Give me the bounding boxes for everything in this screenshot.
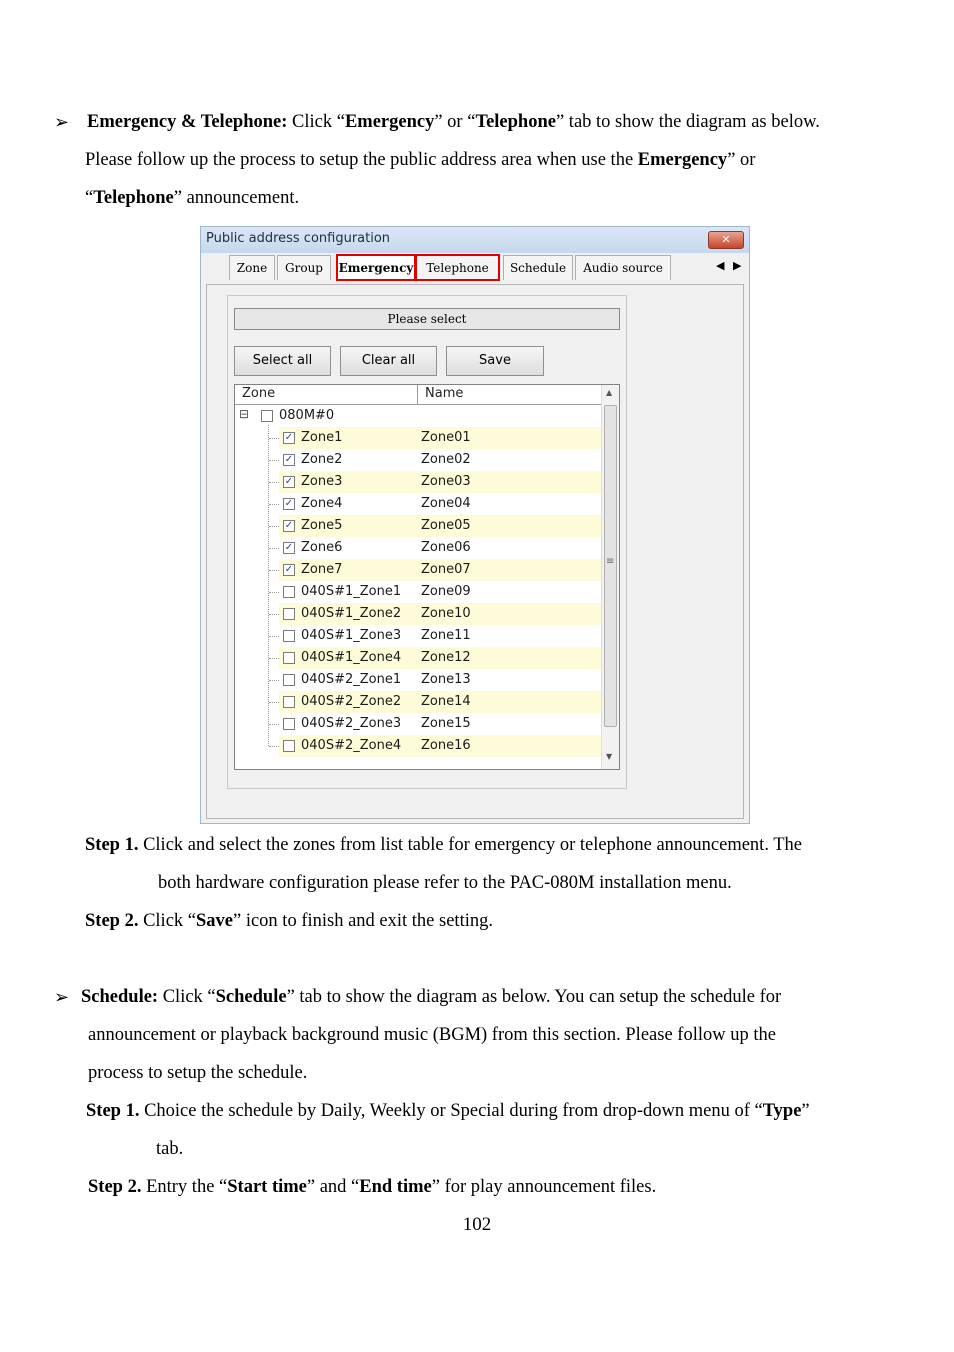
section2-step1: Step 1. Choice the schedule by Daily, Weekly or Special during from drop-down menu of “Type” (86, 1101, 810, 1121)
section1-line1: Emergency & Telephone: Click “Emergency” or “Telephone” tab to show the diagram as below. (87, 112, 820, 132)
zone-cell: 040S#1_Zone4 (301, 650, 402, 665)
zone-checkbox[interactable] (283, 586, 295, 598)
section2-step2: Step 2. Entry the “Start time” and “End time” for play announcement files. (88, 1177, 657, 1197)
zone-cell: Zone3 (301, 474, 343, 489)
zone-checkbox[interactable] (283, 740, 295, 752)
tab-row (201, 253, 749, 283)
section1-heading: Emergency & Telephone: (87, 112, 288, 132)
section2-line2: announcement or playback background music (BGM) from this section. Please follow up the (88, 1025, 776, 1045)
zone-checkbox[interactable]: ✓ (284, 564, 294, 575)
title-bar (201, 227, 749, 253)
name-cell: Zone15 (421, 716, 471, 731)
table-row[interactable] (235, 625, 601, 647)
tab-schedule[interactable]: Schedule (503, 255, 573, 280)
zone-cell: Zone7 (301, 562, 343, 577)
grid-header (235, 385, 601, 405)
zone-cell: Zone1 (301, 430, 343, 445)
zone-cell: 040S#2_Zone3 (301, 716, 402, 731)
group-box (227, 295, 627, 789)
root-checkbox[interactable] (261, 410, 273, 422)
tab-scroll-right-icon[interactable]: ▶ (733, 259, 742, 272)
tab-emergency[interactable]: Emergency (337, 255, 415, 280)
table-row[interactable] (235, 691, 601, 713)
tab-audio-source[interactable]: Audio source (575, 255, 671, 280)
zone-cell: Zone5 (301, 518, 343, 533)
zone-checkbox[interactable]: ✓ (284, 498, 294, 509)
scroll-thumb[interactable] (604, 405, 617, 727)
section2-step1-cont: tab. (156, 1139, 184, 1159)
name-cell: Zone02 (421, 452, 471, 467)
name-cell: Zone14 (421, 694, 471, 709)
bullet-arrow-icon: ➢ (54, 112, 70, 132)
clear-all-button[interactable]: Clear all (340, 346, 437, 376)
table-row[interactable] (235, 581, 601, 603)
tree-root-row[interactable] (235, 405, 601, 427)
zone-checkbox[interactable]: ✓ (284, 520, 294, 531)
scroll-up-icon[interactable]: ▲ (606, 388, 613, 397)
name-cell: Zone12 (421, 650, 471, 665)
please-select-label: Please select (234, 308, 620, 330)
zone-checkbox[interactable] (283, 630, 295, 642)
section1-line3: “Telephone” announcement. (85, 188, 300, 208)
column-header-name[interactable]: Name (425, 386, 464, 401)
table-row[interactable] (235, 559, 601, 581)
step2-line: Step 2. Click “Save” icon to finish and exit the setting. (85, 911, 493, 931)
table-row[interactable] (235, 449, 601, 471)
scroll-down-icon[interactable]: ▼ (606, 752, 613, 761)
save-button[interactable]: Save (446, 346, 544, 376)
vertical-scrollbar[interactable] (601, 385, 620, 769)
zone-cell: 040S#1_Zone2 (301, 606, 402, 621)
column-header-zone[interactable]: Zone (242, 386, 276, 401)
section2-line3: process to setup the schedule. (88, 1063, 308, 1083)
table-row[interactable] (235, 647, 601, 669)
table-row[interactable] (235, 515, 601, 537)
zone-checkbox[interactable] (283, 608, 295, 620)
tab-scroll-left-icon[interactable]: ◀ (716, 259, 725, 272)
tab-group[interactable]: Group (277, 255, 331, 280)
window-title: Public address configuration (206, 231, 391, 246)
collapse-icon[interactable]: ⊟ (239, 407, 250, 421)
zone-checkbox[interactable] (283, 674, 295, 686)
scroll-grip-icon: ≡ (606, 556, 615, 567)
page-number: 102 (462, 1214, 492, 1235)
zone-checkbox[interactable]: ✓ (284, 542, 294, 553)
root-label: 080M#0 (279, 408, 335, 423)
step1-continuation: both hardware configuration please refer to the PAC-080M installation menu. (158, 873, 732, 893)
step1-line: Step 1. Click and select the zones from list table for emergency or telephone announcement. The (85, 835, 802, 855)
zone-cell: 040S#1_Zone3 (301, 628, 402, 643)
zone-cell: Zone6 (301, 540, 343, 555)
table-row[interactable] (235, 493, 601, 515)
name-cell: Zone13 (421, 672, 471, 687)
zone-cell: Zone2 (301, 452, 343, 467)
zone-cell: 040S#2_Zone1 (301, 672, 402, 687)
name-cell: Zone07 (421, 562, 471, 577)
table-row[interactable] (235, 427, 601, 449)
zone-checkbox[interactable]: ✓ (284, 432, 294, 443)
table-row[interactable] (235, 669, 601, 691)
zone-grid (234, 384, 620, 770)
name-cell: Zone03 (421, 474, 471, 489)
table-row[interactable] (235, 735, 601, 757)
tab-zone[interactable]: Zone (229, 255, 275, 280)
table-row[interactable] (235, 537, 601, 559)
name-cell: Zone06 (421, 540, 471, 555)
name-cell: Zone04 (421, 496, 471, 511)
tab-telephone[interactable]: Telephone (416, 255, 499, 280)
table-row[interactable] (235, 713, 601, 735)
zone-cell: 040S#2_Zone2 (301, 694, 402, 709)
pa-config-window (200, 226, 750, 824)
section1-line2: Please follow up the process to setup the public address area when use the Emergency” or (85, 150, 756, 170)
zone-checkbox[interactable] (283, 696, 295, 708)
section2-line1: Schedule: Click “Schedule” tab to show the diagram as below. You can setup the schedule for (81, 987, 782, 1007)
close-icon[interactable]: ✕ (708, 231, 744, 249)
zone-checkbox[interactable]: ✓ (284, 476, 294, 487)
tab-panel (206, 284, 744, 819)
name-cell: Zone05 (421, 518, 471, 533)
zone-checkbox[interactable] (283, 652, 295, 664)
name-cell: Zone10 (421, 606, 471, 621)
section2-heading: Schedule: (81, 987, 159, 1007)
select-all-button[interactable]: Select all (234, 346, 331, 376)
zone-checkbox[interactable] (283, 718, 295, 730)
table-row[interactable] (235, 471, 601, 493)
table-row[interactable] (235, 603, 601, 625)
zone-cell: Zone4 (301, 496, 343, 511)
bullet-arrow-icon: ➢ (54, 987, 70, 1007)
zone-cell: 040S#1_Zone1 (301, 584, 402, 599)
name-cell: Zone01 (421, 430, 471, 445)
name-cell: Zone09 (421, 584, 471, 599)
zone-cell: 040S#2_Zone4 (301, 738, 402, 753)
zone-checkbox[interactable]: ✓ (284, 454, 294, 465)
name-cell: Zone11 (421, 628, 471, 643)
name-cell: Zone16 (421, 738, 471, 753)
